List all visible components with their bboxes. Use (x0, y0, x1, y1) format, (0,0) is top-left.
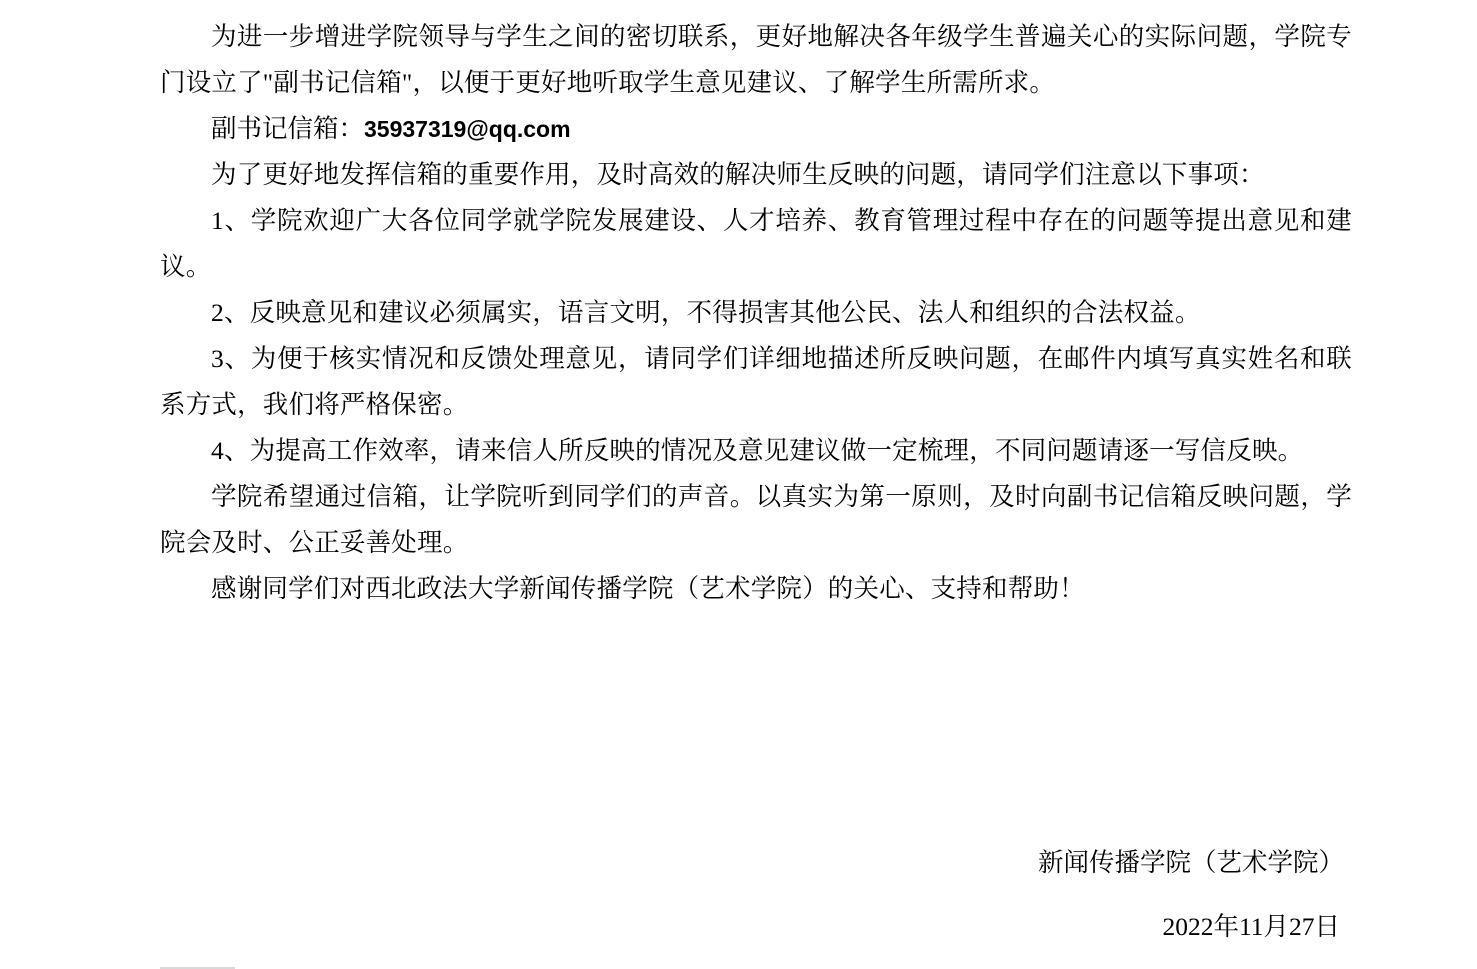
paragraph-item-1: 1、学院欢迎广大各位同学就学院发展建设、人才培养、教育管理过程中存在的问题等提出意见和建议。 (160, 206, 1352, 281)
paragraph-notice-intro: 为了更好地发挥信箱的重要作用，及时高效的解决师生反映的问题，请同学们注意以下事项： (211, 160, 1265, 189)
signature-organization: 新闻传播学院（艺术学院） (1037, 848, 1344, 877)
paragraph-item-3: 3、为便于核实情况和反馈处理意见，请同学们详细地描述所反映问题，在邮件内填写真实姓名和联系方式，我们将严格保密。 (160, 344, 1352, 419)
paragraph-thanks: 感谢同学们对西北政法大学新闻传播学院（艺术学院）的关心、支持和帮助！ (211, 574, 1085, 603)
paragraph-closing: 学院希望通过信箱，让学院听到同学们的声音。以真实为第一原则，及时向副书记信箱反映问题，学院会及时、公正妥善处理。 (160, 482, 1352, 557)
mailbox-address: 35937319@qq.com (364, 116, 571, 142)
signature-block (1004, 840, 1344, 950)
paragraph-item-2: 2、反映意见和建议必须属实，语言文明，不得损害其他公民、法人和组织的合法权益。 (211, 298, 1201, 327)
paragraph-item-4: 4、为提高工作效率，请来信人所反映的情况及意见建议做一定梳理，不同问题请逐一写信反映。 (211, 436, 1304, 465)
mailbox-line (160, 106, 1352, 152)
document-body (160, 14, 1352, 612)
paragraph-intro: 为进一步增进学院领导与学生之间的密切联系，更好地解决各年级学生普遍关心的实际问题，学院专门设立了"副书记信箱"，以便于更好地听取学生意见建议、了解学生所需所求。 (160, 22, 1352, 97)
signature-date: 2022年11月27日 (1162, 912, 1340, 941)
mailbox-label: 副书记信箱： (211, 114, 365, 143)
